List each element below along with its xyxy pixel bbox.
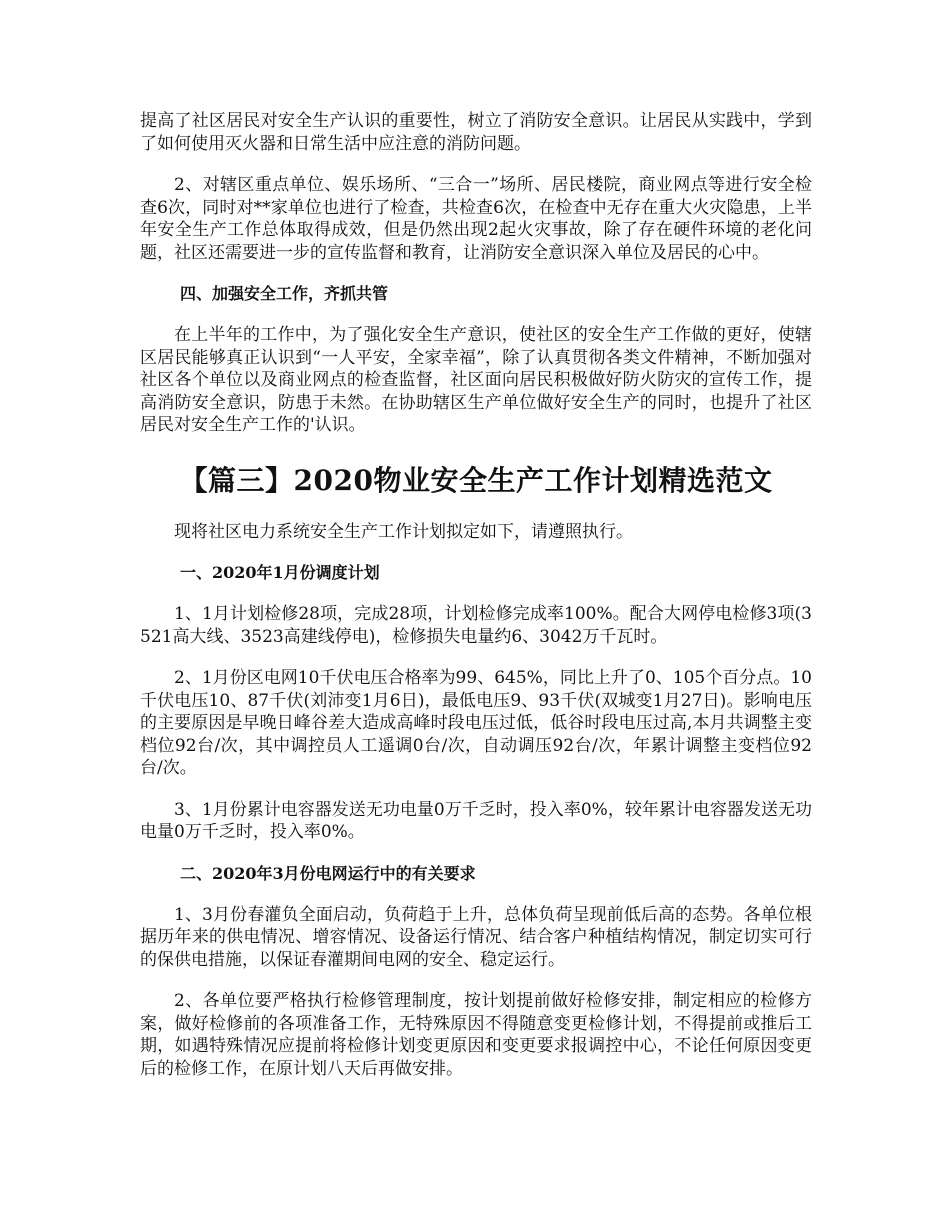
paragraph-first-half-work: 在上半年的工作中，为了强化安全生产意识，使社区的安全生产工作做的更好，使辖区居民能够真正认识到“一人平安，全家幸福”，除了认真贯彻各类文件精神，不断加强对社区各个单位以及商业网点的检查监督，社区面向居民积极做好防火防灾的宣传工作，提高消防安全意识，防患于未然。在协助辖区生产单位做好安全生产的同时，也提升了社区居民对安全生产工作的'认识。	[140, 325, 812, 435]
paragraph-spring-irrigation: 1、3月份春灌负全面启动，负荷趋于上升，总体负荷呈现前低后高的态势。各单位根据历年来的供电情况、增容情况、设备运行情况、结合客户种植结构情况，制定切实可行的保供电措施，以保证春灌期间电网的安全、稳定运行。	[140, 904, 812, 970]
heading-march-requirements: 二、2020年3月份电网运行中的有关要求	[180, 863, 476, 883]
heading-january-dispatch-plan: 一、2020年1月份调度计划	[180, 563, 380, 582]
heading-strengthen-safety: 四、加强安全工作，齐抓共管	[180, 284, 389, 303]
paragraph-voltage-rate: 2、1月份区电网10千伏电压合格率为99、645%，同比上升了0、105个百分点。10千伏电压10、87千伏(刘沛变1月6日)，最低电压9、93千伏(双城变1月27日)。影响电压的主要原因是早晚日峰谷差大造成高峰时段电压过低，低谷时段电压过高,本月共调整主变档位92台/次，其中调控员人工遥调0台/次，自动调压92台/次，年累计调整主变档位92台/次。	[140, 668, 812, 778]
paragraph-safety-inspection: 2、对辖区重点单位、娱乐场所、“三合一”场所、居民楼院，商业网点等进行安全检查6次，同时对**家单位也进行了检查，共检查6次，在检查中无存在重大火灾隐患，上半年安全生产工作总体取得成效，但是仍然出现2起火灾事故，除了存在硬件环境的老化问题，社区还需要进一步的宣传监督和教育，让消防安全意识深入单位及居民的心中。	[140, 175, 812, 263]
paragraph-intro: 现将社区电力系统安全生产工作计划拟定如下，请遵照执行。	[174, 521, 633, 542]
document-page	[140, 110, 812, 1080]
paragraph-resident-awareness: 提高了社区居民对安全生产认识的重要性，树立了消防安全意识。让居民从实践中，学到了如何使用灭火器和日常生活中应注意的消防问题。	[140, 111, 812, 154]
paragraph-maintenance-plan: 1、1月计划检修28项，完成28项，计划检修完成率100%。配合大网停电检修3项(3521高大线、3523高建线停电)，检修损失电量约6、3042万千瓦时。	[140, 604, 812, 647]
paragraph-capacitor: 3、1月份累计电容器发送无功电量0万千乏时，投入率0%，较年累计电容器发送无功电量0万千乏时，投入率0%。	[140, 799, 812, 842]
paragraph-maintenance-management: 2、各单位要严格执行检修管理制度，按计划提前做好检修安排，制定相应的检修方案，做好检修前的各项准备工作，无特殊原因不得随意变更检修计划，不得提前或推后工期，如遇特殊情况应提前将检修计划变更原因和变更要求报调控中心，不论任何原因变更后的检修工作，在原计划八天后再做安排。	[140, 991, 812, 1079]
section-title: 【篇三】2020物业安全生产工作计划精选范文	[179, 463, 773, 497]
